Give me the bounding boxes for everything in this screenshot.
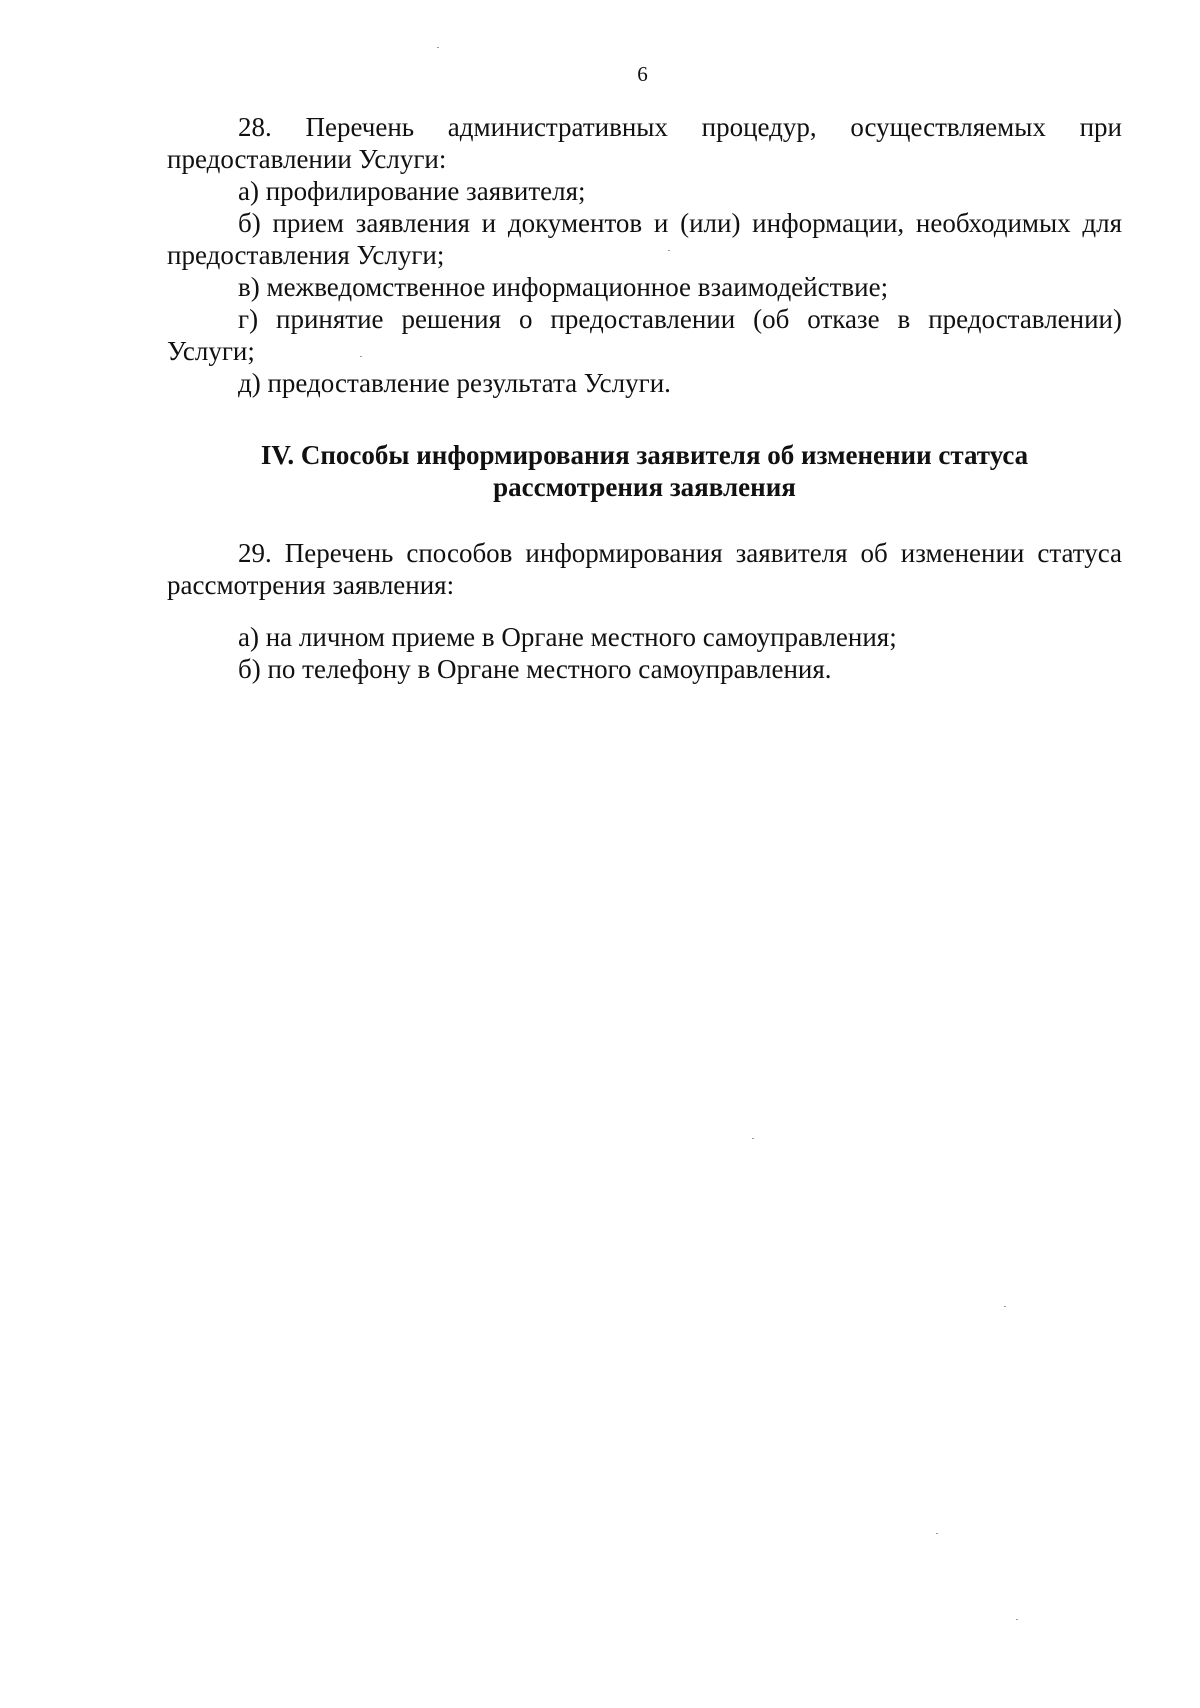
section-iv-heading: [167, 439, 1122, 503]
section-28-intro: 28. Перечень административных процедур, осуществляемых при предоставлении Услуги:: [167, 112, 1122, 174]
section-28-item-v: в) межведомственное информационное взаимодействие;: [238, 272, 889, 302]
section-iv-heading-line2: рассмотрения заявления: [493, 472, 796, 502]
section-28: [167, 111, 1122, 399]
section-29: [167, 537, 1122, 601]
section-29-item-a: а) на личном приеме в Органе местного самоуправления;: [238, 622, 897, 652]
scan-speck: [752, 1138, 754, 1139]
scan-speck: [1016, 1619, 1018, 1620]
section-29-list: [167, 621, 1122, 685]
scan-speck: [936, 1533, 938, 1534]
page-number: 6: [637, 62, 648, 86]
scan-speck: [668, 250, 670, 251]
scan-speck: [437, 47, 439, 48]
section-28-item-d: д) предоставление результата Услуги.: [238, 368, 671, 398]
section-29-intro: 29. Перечень способов информирования заявителя об изменении статуса рассмотрения заявления:: [167, 538, 1122, 600]
scan-speck: [1004, 1306, 1006, 1307]
section-28-item-g: г) принятие решения о предоставлении (об отказе в предоставлении) Услуги;: [167, 304, 1122, 366]
section-29-item-b: б) по телефону в Органе местного самоуправления.: [238, 654, 832, 684]
scan-speck: [360, 356, 362, 357]
section-28-item-b: б) прием заявления и документов и (или) информации, необходимых для предоставления Услуги;: [167, 208, 1122, 270]
section-iv-heading-line1: IV. Способы информирования заявителя об изменении статуса: [260, 440, 1029, 470]
section-28-item-a: а) профилирование заявителя;: [238, 176, 586, 206]
